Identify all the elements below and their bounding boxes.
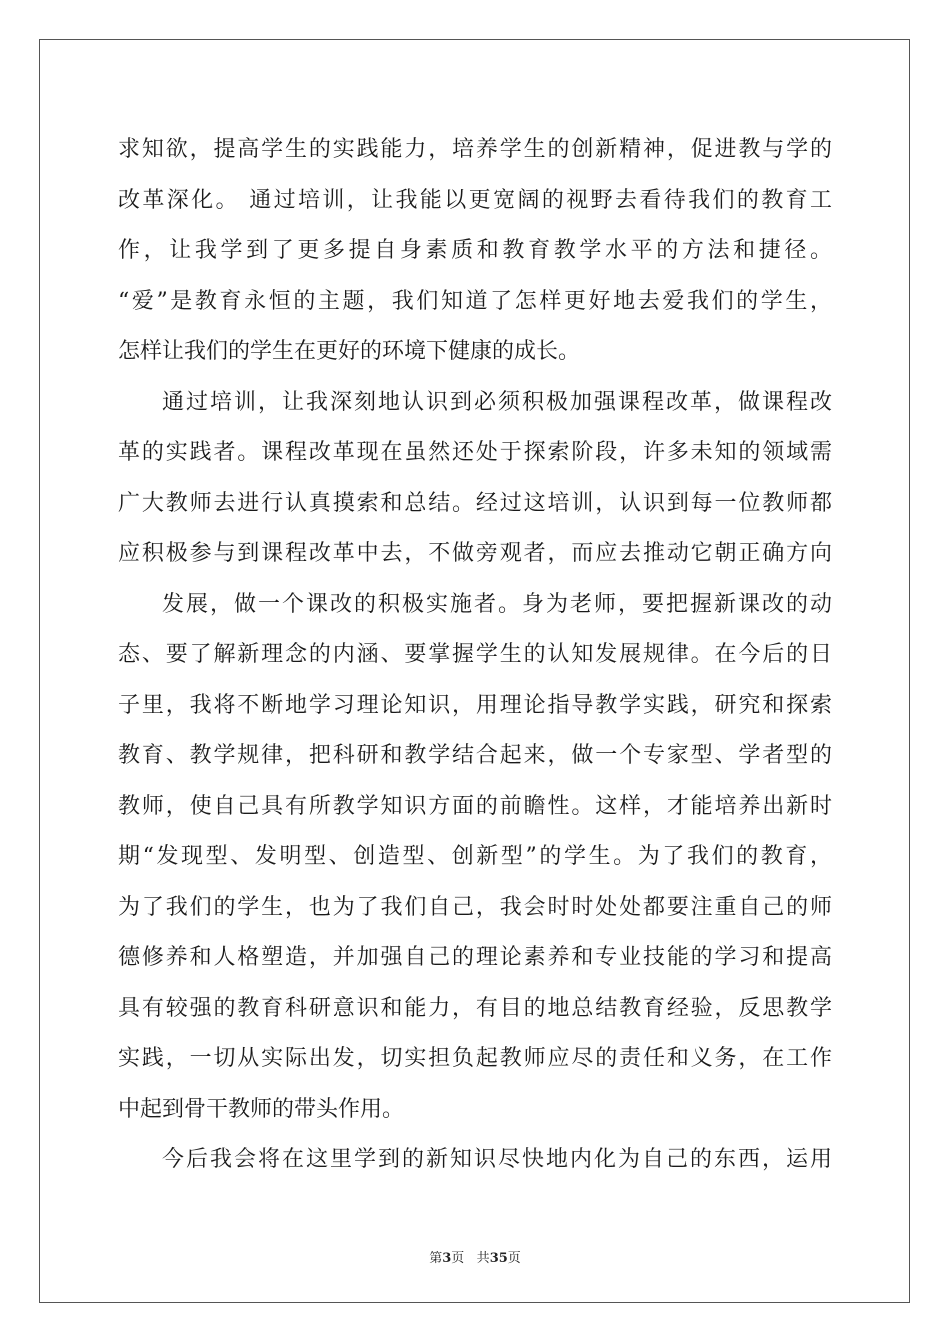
- text-line: 子里，我将不断地学习理论知识，用理论指导教学实践，研究和探索: [118, 692, 832, 718]
- text-line: 中起到骨干教师的带头作用。: [118, 1096, 405, 1122]
- footer-total-pages: 35: [489, 1251, 508, 1266]
- footer-page-number: 3: [442, 1251, 452, 1266]
- text-line: 革的实践者。课程改革现在虽然还处于探索阶段，许多未知的领域需: [118, 440, 832, 465]
- text-line: 应积极参与到课程改革中去，不做旁观者，而应去推动它朝正确方向: [118, 541, 832, 566]
- text-line: 求知欲，提高学生的实践能力，培养学生的创新精神，促进教与学的: [118, 137, 832, 162]
- text-line: 教师，使自己具有所教学知识方面的前瞻性。这样，才能培养出新时: [118, 793, 832, 819]
- text-line: 发展，做一个课改的积极实施者。身为老师，要把握新课改的动: [162, 591, 832, 617]
- text-line: 期“发现型、发明型、创造型、创新型”的学生。为了我们的教育，: [118, 844, 832, 869]
- text-line: 实践，一切从实际出发，切实担负起教师应尽的责任和义务，在工作: [118, 1046, 832, 1071]
- footer-page-suffix: 页: [451, 1251, 465, 1266]
- footer-total-prefix: 共: [476, 1251, 490, 1266]
- text-line: 教育、教学规律，把科研和教学结合起来，做一个专家型、学者型的: [118, 743, 832, 768]
- text-line: 通过培训，让我深刻地认识到必须积极加强课程改革，做课程改: [162, 389, 832, 415]
- text-line: 广大教师去进行认真摸索和总结。经过这培训，认识到每一位教师都: [118, 490, 832, 516]
- text-line: 改革深化。 通过培训，让我能以更宽阔的视野去看待我们的教育工: [118, 187, 832, 213]
- text-line: 为了我们的学生，也为了我们自己，我会时时处处都要注重自己的师: [118, 894, 832, 920]
- footer-page-prefix: 第: [429, 1251, 443, 1266]
- text-line: 具有较强的教育科研意识和能力，有目的地总结教育经验，反思教学: [118, 995, 832, 1021]
- text-line: 德修养和人格塑造，并加强自己的理论素养和专业技能的学习和提高: [118, 945, 832, 970]
- text-line: 怎样让我们的学生在更好的环境下健康的成长。: [118, 339, 581, 364]
- footer-total-suffix: 页: [507, 1251, 521, 1266]
- text-line: 作，让我学到了更多提自身素质和教育教学水平的方法和捷径。: [118, 238, 832, 263]
- page-footer: [0, 1247, 950, 1266]
- document-body: [118, 125, 832, 1186]
- text-line: “爱”是教育永恒的主题，我们知道了怎样更好地去爱我们的学生，: [118, 288, 832, 314]
- text-line: 今后我会将在这里学到的新知识尽快地内化为自己的东西，运用: [162, 1147, 832, 1172]
- text-line: 态、要了解新理念的内涵、要掌握学生的认知发展规律。在今后的日: [118, 642, 832, 667]
